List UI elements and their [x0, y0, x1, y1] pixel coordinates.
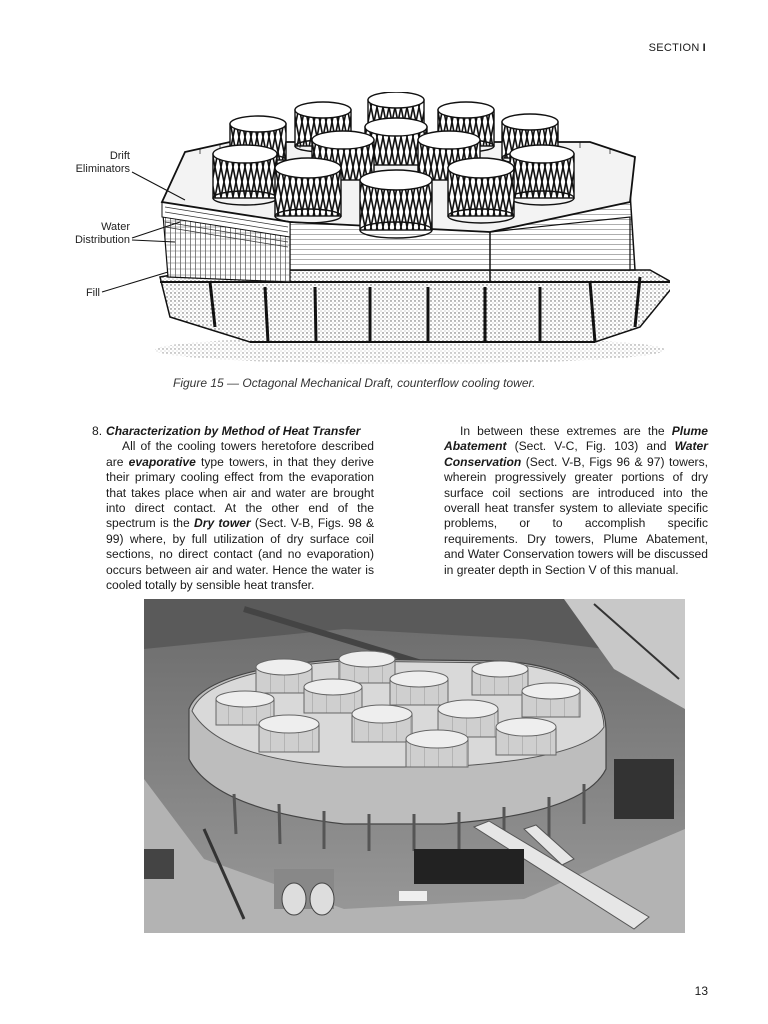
term-water-conservation: Water Conservation [444, 439, 708, 469]
aerial-photo [144, 599, 685, 933]
section-label: SECTION [648, 42, 700, 54]
term-plume-abatement: Plume Abatement [444, 424, 708, 454]
callout-drift-line2: Eliminators [75, 163, 130, 175]
section-header [649, 42, 706, 54]
right-column [444, 424, 708, 578]
callout-drift-line1: Drift [109, 150, 130, 162]
item-number: 8. [92, 424, 103, 438]
term-evaporative: evaporative [128, 454, 196, 469]
heading-text: Characterization by Method of Heat Transfer [106, 424, 361, 438]
left-paragraph [106, 439, 374, 593]
callout-water-line2: Distribution [74, 234, 130, 246]
right-paragraph [444, 424, 708, 578]
figure-caption: Figure 15 — Octagonal Mechanical Draft, counterflow cooling tower. [173, 376, 536, 390]
callout-water-distribution [50, 221, 130, 247]
right-text-2: (Sect. V-C, Fig. 103) and [506, 439, 675, 454]
callout-fill: Fill [85, 287, 100, 299]
figure-15-illustration [50, 92, 670, 367]
right-text-1: In between these extremes are the [460, 424, 672, 438]
right-text-3: (Sect. V-B, Figs 96 & 97) towers, wherein progressively greater portions of dry surface coil sections are introduced into the overall heat transfer system to alleviate specific problems, or to accomplish specific requirements. Dry towers, Plume Abatement, and Water Conservation towers will be discussed in greater depth in Section V of this manual. [444, 454, 708, 577]
section-heading [92, 424, 374, 439]
callout-water-line1: Water [101, 221, 130, 233]
section-number: I [702, 42, 706, 54]
callout-drift-eliminators [50, 150, 130, 176]
aerial-photo-drawing [144, 599, 685, 933]
left-column [92, 424, 375, 593]
left-text-1: All of the cooling towers heretofore described are [106, 439, 374, 469]
page-number: 13 [694, 984, 708, 998]
left-text-3: (Sect. V-B, Figs. 98 & 99) where, by full utilization of dry surface coil sections, no direct contact (and no evaporation) occurs between air and water. Hence the water is cooled totally by sensible heat transfer. [106, 516, 375, 593]
left-text-2: type towers, in that they derive their primary cooling effect from the evaporation that takes place when air and water are brought into direct contact. At the other end of the spectrum is the [106, 454, 374, 531]
term-dry-tower: Dry tower [194, 516, 251, 531]
octagonal-tower-drawing [50, 92, 670, 367]
